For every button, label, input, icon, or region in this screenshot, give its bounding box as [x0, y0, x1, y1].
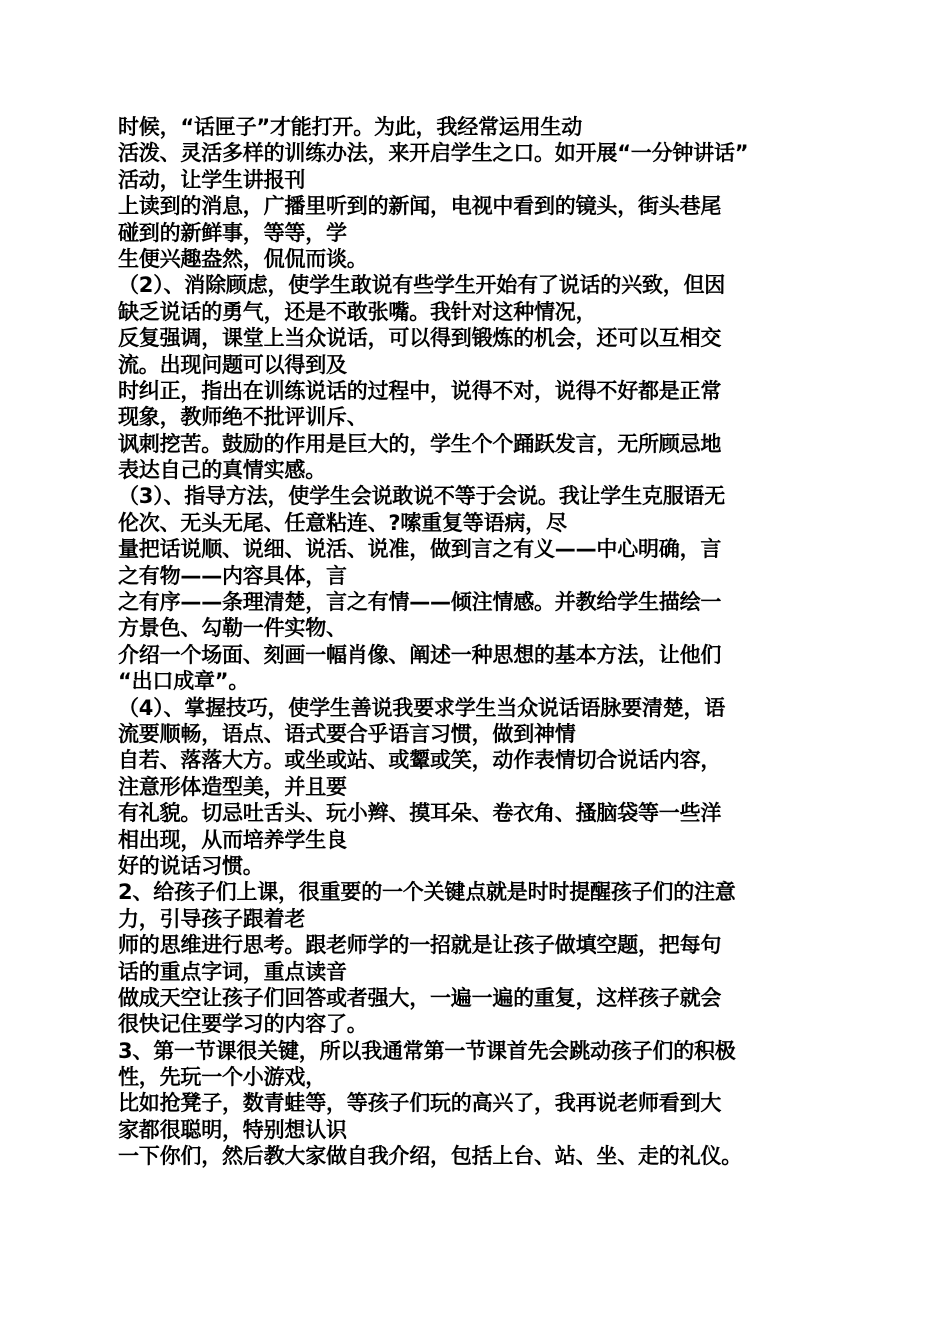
- text-line: 流要顺畅，语点、语式要合乎语言习惯，做到神情: [118, 721, 576, 746]
- text-line: 量把话说顺、说细、说活、说准，做到言之有义——中心明确，言: [118, 537, 722, 562]
- text-line: 3、第一节课很关键，所以我通常第一节课首先会跳动孩子们的积极: [118, 1038, 736, 1063]
- text-line: 注意形体造型美，并且要: [118, 774, 347, 799]
- text-line: 伦次、无头无尾、任意粘连、?嗦重复等语病，尽: [118, 510, 567, 535]
- text-line: 做成天空让孩子们回答或者强大，一遍一遍的重复，这样孩子就会: [118, 985, 722, 1010]
- text-line: 很快记住要学习的内容了。: [118, 1012, 368, 1037]
- text-line: （4）、掌握技巧，使学生善说我要求学生当众说话语脉要清楚，语: [118, 695, 726, 720]
- text-line: “出口成章”。: [118, 669, 250, 694]
- text-line: 流。出现问题可以得到及: [118, 352, 347, 377]
- text-line: （2）、消除顾虑，使学生敢说有些学生开始有了说话的兴致，但因: [118, 273, 726, 298]
- text-line: 话的重点字词，重点读音: [118, 959, 347, 984]
- text-line: 一下你们，然后教大家做自我介绍，包括上台、站、坐、走的礼仪。: [118, 1144, 742, 1169]
- text-line: 师的思维进行思考。跟老师学的一招就是让孩子做填空题，把每句: [118, 933, 722, 958]
- text-line: 家都很聪明，特别想认识: [118, 1117, 347, 1142]
- text-line: 讽刺挖苦。鼓励的作用是巨大的，学生个个踊跃发言，无所顾忌地: [118, 431, 722, 456]
- text-line: 力，引导孩子跟着老: [118, 906, 306, 931]
- text-line: 反复强调，课堂上当众说话，可以得到锻炼的机会，还可以互相交: [118, 326, 722, 351]
- text-line: 方景色、勾勒一件实物、: [118, 616, 347, 641]
- text-line: 碰到的新鲜事，等等，学: [118, 220, 347, 245]
- text-line: 时候，“话匣子”才能打开。为此，我经常运用生动: [118, 115, 583, 139]
- text-line: 缺乏说话的勇气，还是不敢张嘴。我针对这种情况，: [118, 299, 597, 324]
- text-line: 时纠正，指出在训练说话的过程中，说得不对，说得不好都是正常: [118, 378, 722, 403]
- text-line: 性，先玩一个小游戏，: [118, 1065, 326, 1090]
- body-text: [118, 114, 838, 1170]
- text-line: （3）、指导方法，使学生会说敢说不等于会说。我让学生克服语无: [118, 484, 726, 509]
- text-line: 2、给孩子们上课，很重要的一个关键点就是时时提醒孩子们的注意: [118, 880, 736, 905]
- text-line: 好的说话习惯。: [118, 853, 264, 878]
- text-line: 活泼、灵活多样的训练办法，来开启学生之口。如开展“一分钟讲话”: [118, 141, 749, 166]
- text-line: 有礼貌。切忌吐舌头、玩小辫、摸耳朵、卷衣角、搔脑袋等一些洋: [118, 801, 722, 826]
- text-line: 生便兴趣盎然，侃侃而谈。: [118, 246, 368, 271]
- text-line: 比如抢凳子，数青蛙等，等孩子们玩的高兴了，我再说老师看到大: [118, 1091, 722, 1116]
- text-line: 自若、落落大方。或坐或站、或颦或笑，动作表情切合说话内容，: [118, 748, 722, 773]
- text-line: 相出现，从而培养学生良: [118, 827, 347, 852]
- text-line: 上读到的消息，广播里听到的新闻，电视中看到的镜头，街头巷尾: [118, 194, 722, 219]
- text-line: 表达自己的真情实感。: [118, 458, 326, 483]
- text-line: 之有序——条理清楚，言之有情——倾注情感。并教给学生描绘一: [118, 590, 722, 615]
- text-line: 现象，教师绝不批评训斥、: [118, 405, 368, 430]
- text-line: 之有物——内容具体，言: [118, 563, 347, 588]
- text-line: 介绍一个场面、刻画一幅肖像、阐述一种思想的基本方法，让他们: [118, 642, 722, 667]
- text-line: 活动，让学生讲报刊: [118, 167, 306, 192]
